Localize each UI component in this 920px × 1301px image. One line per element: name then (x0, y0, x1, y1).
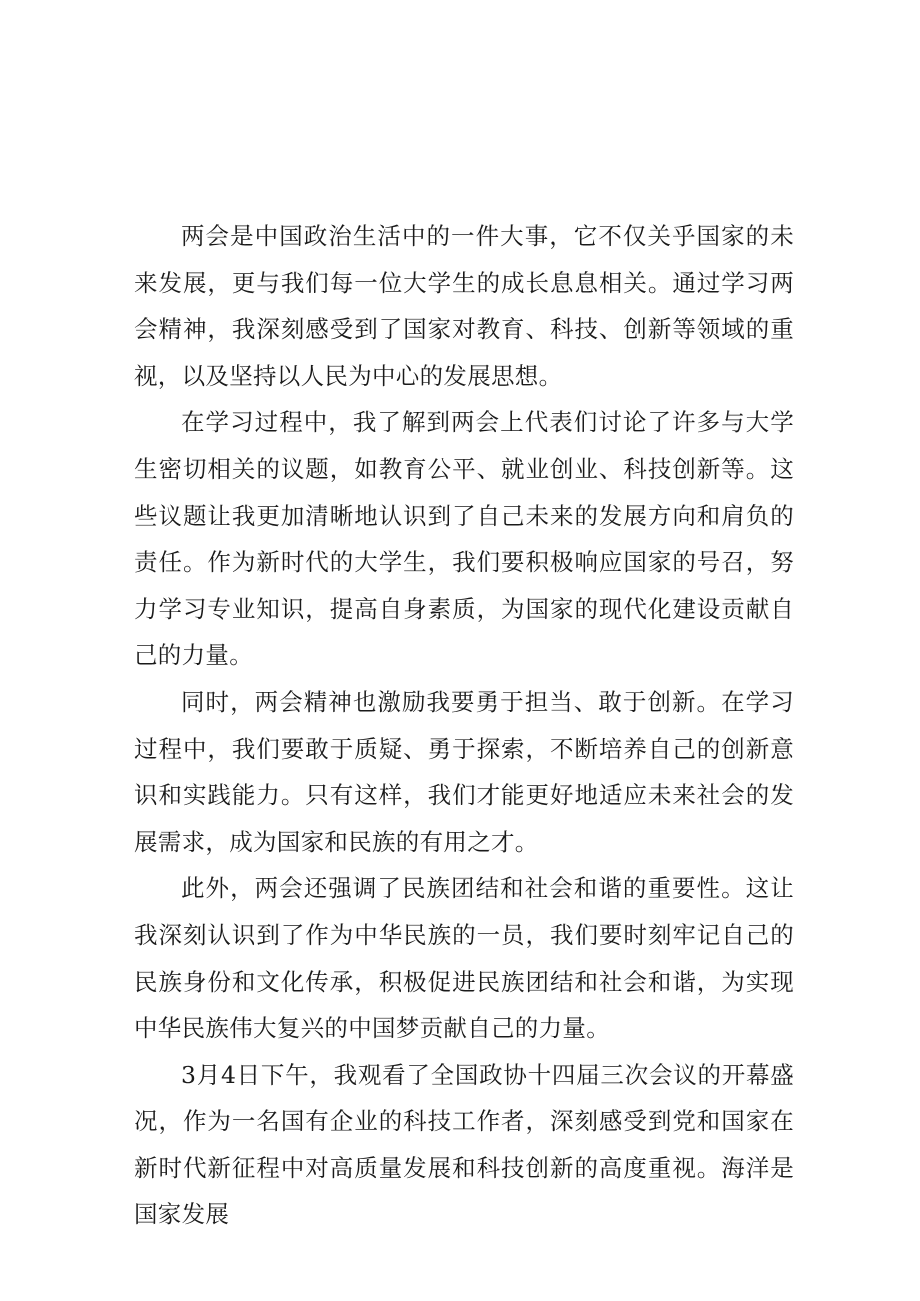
document-body (134, 213, 794, 1238)
paragraph-1: 两会是中国政治生活中的一件大事，它不仅关乎国家的未来发展，更与我们每一位大学生的成长息息相关。通过学习两会精神，我深刻感受到了国家对教育、科技、创新等领域的重视，以及坚持以人民为中心的发展思想。 (134, 222, 794, 390)
paragraph-5: 3月4日下午，我观看了全国政协十四届三次会议的开幕盛况，作为一名国有企业的科技工作者，深刻感受到党和国家在新时代新征程中对高质量发展和科技创新的高度重视。海洋是国家发展 (134, 1060, 794, 1229)
paragraph-4: 此外，两会还强调了民族团结和社会和谐的重要性。这让我深刻认识到了作为中华民族的一员，我们要时刻牢记自己的民族身份和文化传承，积极促进民族团结和社会和谐，为实现中华民族伟大复兴的中国梦贡献自己的力量。 (134, 874, 794, 1043)
paragraph-3: 同时，两会精神也激励我要勇于担当、敢于创新。在学习过程中，我们要敢于质疑、勇于探索，不断培养自己的创新意识和实践能力。只有这样，我们才能更好地适应未来社会的发展需求，成为国家和民族的有用之才。 (134, 687, 794, 856)
paragraph-2: 在学习过程中，我了解到两会上代表们讨论了许多与大学生密切相关的议题，如教育公平、就业创业、科技创新等。这些议题让我更加清晰地认识到了自己未来的发展方向和肩负的责任。作为新时代的大学生，我们要积极响应国家的号召，努力学习专业知识，提高自身素质，为国家的现代化建设贡献自己的力量。 (134, 408, 794, 670)
